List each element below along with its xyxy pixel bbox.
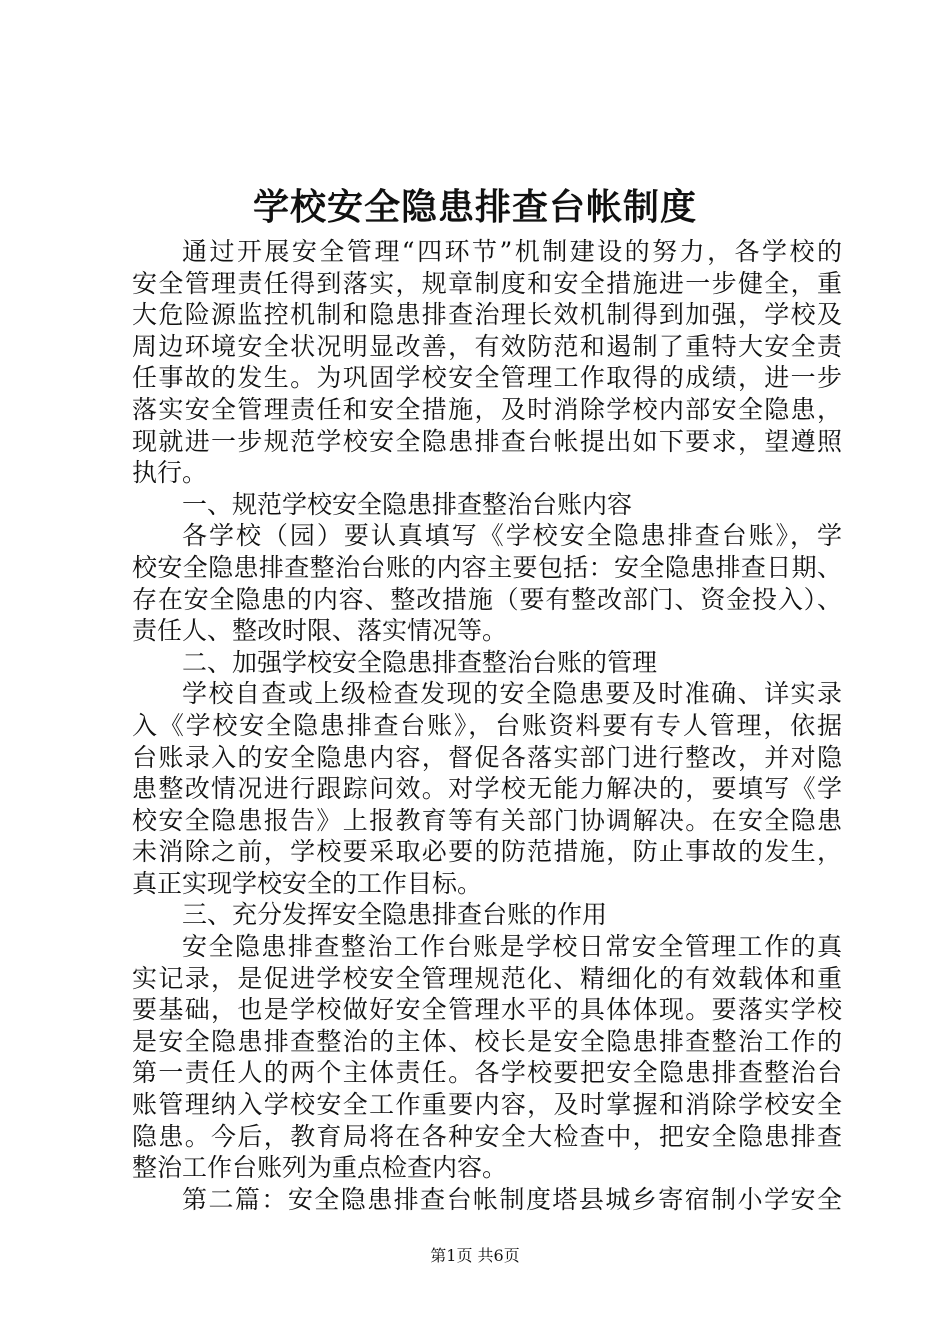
text-line: 是安全隐患排查整治的主体、校长是安全隐患排查整治工作的 <box>132 1026 842 1056</box>
text-line: 通过开展安全管理“四环节”机制建设的努力，各学校的 <box>182 237 842 266</box>
text-line: 落实安全管理责任和安全措施，及时消除学校内部安全隐患， <box>132 394 842 424</box>
page-footer: 第1页 共6页 <box>430 1246 520 1265</box>
text-line: 任事故的发生。为巩固学校安全管理工作取得的成绩，进一步 <box>132 363 842 393</box>
text-line: 实记录，是促进学校安全管理规范化、精细化的有效载体和重 <box>132 963 842 993</box>
text-line: 整治工作台账列为重点检查内容。 <box>132 1153 508 1183</box>
text-line: 校安全隐患报告》上报教育等有关部门协调解决。在安全隐患 <box>132 805 842 835</box>
text-line: 大危险源监控机制和隐患排查治理长效机制得到加强，学校及 <box>132 300 842 330</box>
text-line: 执行。 <box>132 458 208 488</box>
text-line: 隐患。今后，教育局将在各种安全大检查中，把安全隐患排查 <box>132 1121 842 1151</box>
text-line: 周边环境安全状况明显改善，有效防范和遏制了重特大安全责 <box>132 331 842 361</box>
text-line: 第一责任人的两个主体责任。各学校要把安全隐患排查整治台 <box>132 1058 842 1088</box>
text-line: 真正实现学校安全的工作目标。 <box>132 868 483 898</box>
document-body <box>132 236 842 1215</box>
text-line: 二、加强学校安全隐患排查整治台账的管理 <box>182 647 658 677</box>
text-line: 第二篇：安全隐患排查台帐制度塔县城乡寄宿制小学安全 <box>182 1184 842 1214</box>
text-line: 未消除之前，学校要采取必要的防范措施，防止事故的发生， <box>132 837 842 867</box>
text-line: 入《学校安全隐患排查台账》，台账资料要有专人管理，依据 <box>132 710 842 740</box>
text-line: 要基础，也是学校做好安全管理水平的具体体现。要落实学校 <box>132 995 842 1025</box>
text-line: 一、规范学校安全隐患排查整治台账内容 <box>182 489 633 519</box>
text-line: 患整改情况进行跟踪问效。对学校无能力解决的，要填写《学 <box>132 774 842 804</box>
document-title: 学校安全隐患排查台帐制度 <box>252 187 697 228</box>
text-line: 存在安全隐患的内容、整改措施（要有整改部门、资金投入）、 <box>132 584 842 614</box>
text-line: 台账录入的安全隐患内容，督促各落实部门进行整改，并对隐 <box>132 742 842 772</box>
text-line: 责任人、整改时限、落实情况等。 <box>132 616 508 646</box>
text-line: 学校自查或上级检查发现的安全隐患要及时准确、详实录 <box>182 679 842 709</box>
text-line: 账管理纳入学校安全工作重要内容，及时掌握和消除学校安全 <box>132 1090 842 1120</box>
text-line: 三、充分发挥安全隐患排查台账的作用 <box>182 900 608 930</box>
text-line: 现就进一步规范学校安全隐患排查台帐提出如下要求，望遵照 <box>132 426 842 456</box>
text-line: 安全隐患排查整治工作台账是学校日常安全管理工作的真 <box>182 932 842 962</box>
text-line: 各学校（园）要认真填写《学校安全隐患排查台账》，学 <box>182 521 842 551</box>
text-line: 校安全隐患排查整治台账的内容主要包括：安全隐患排查日期、 <box>132 552 842 582</box>
text-line: 安全管理责任得到落实，规章制度和安全措施进一步健全，重 <box>132 268 842 298</box>
